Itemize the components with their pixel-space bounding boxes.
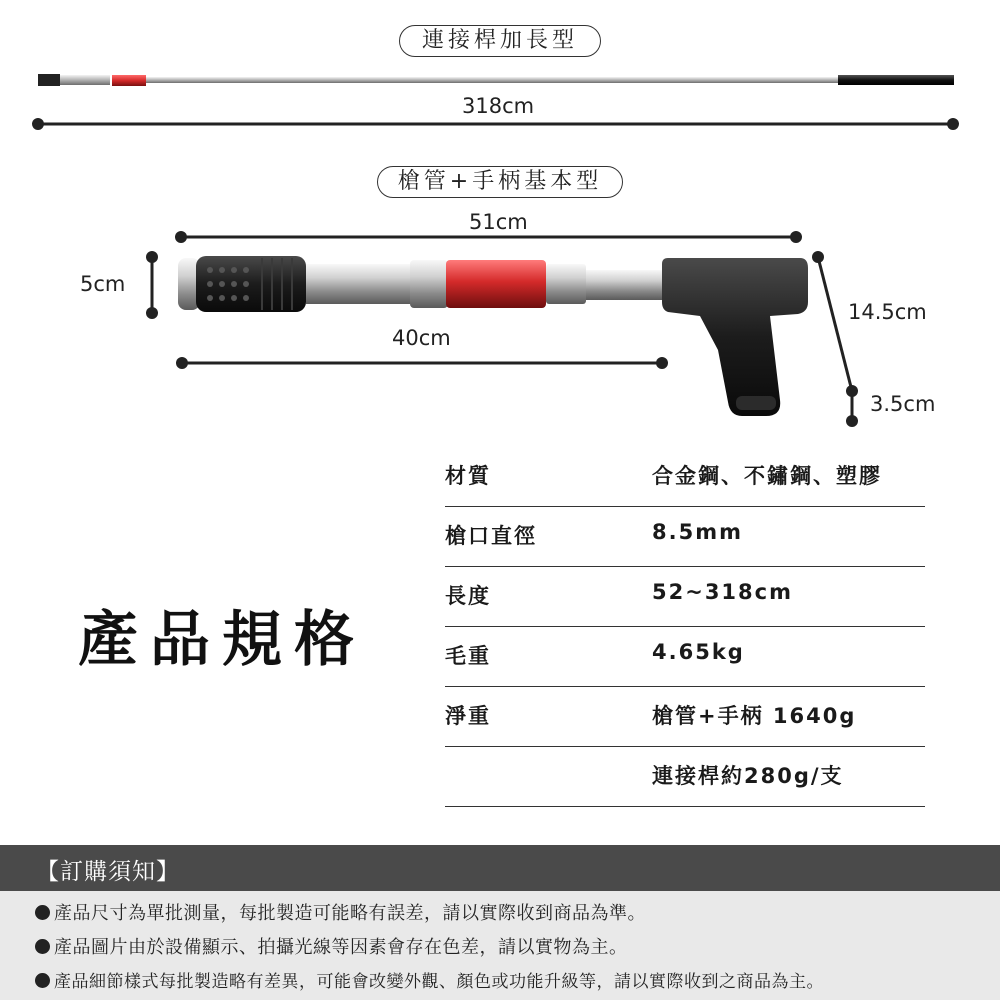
bullet-icon	[35, 939, 50, 954]
extension-length-label: 318cm	[462, 94, 535, 118]
extension-pole-label: 連接桿加長型	[399, 25, 601, 57]
spec-row-length	[445, 566, 925, 627]
basic-gun-label: 槍管+手柄基本型	[377, 166, 623, 198]
notice-title: 【訂購須知】	[36, 859, 180, 885]
spec-value: 槍管+手柄 1640g	[652, 704, 857, 728]
spec-label: 毛重	[445, 644, 491, 668]
notice-item	[35, 967, 824, 992]
spec-value: 連接桿約280g/支	[652, 764, 844, 788]
notice-item	[35, 933, 628, 959]
extension-dimension-line	[0, 112, 1000, 136]
notice-item	[35, 899, 646, 925]
spec-title: 產品規格	[78, 605, 366, 675]
spec-label: 槍口直徑	[445, 524, 537, 548]
spec-row-pole-weight	[445, 746, 925, 807]
total-length-label: 51cm	[469, 210, 528, 234]
notice-item-text: 產品細節樣式每批製造略有差異，可能會改變外觀、顏色或功能升級等，請以實際收到之商品為主。	[54, 972, 824, 992]
spec-label: 材質	[445, 464, 491, 488]
spec-value: 8.5mm	[652, 520, 743, 544]
notice-body	[0, 891, 1000, 1000]
spec-value: 合金鋼、不鏽鋼、塑膠	[652, 464, 882, 488]
spec-value: 52~318cm	[652, 580, 793, 604]
spec-row-muzzle-diameter	[445, 506, 925, 567]
spec-label: 長度	[445, 584, 491, 608]
bullet-icon	[35, 905, 50, 920]
bullet-icon	[35, 973, 50, 988]
notice-item-text: 產品圖片由於設備顯示、拍攝光線等因素會存在色差，請以實物為主。	[54, 937, 628, 958]
spec-value: 4.65kg	[652, 640, 745, 664]
spec-row-net-weight	[445, 686, 925, 747]
diameter-label: 5cm	[80, 272, 126, 296]
spec-row-gross-weight	[445, 626, 925, 687]
grip-width-label: 3.5cm	[870, 392, 936, 416]
handle-height-label: 14.5cm	[848, 300, 927, 324]
notice-item-text: 產品尺寸為單批測量，每批製造可能略有誤差，請以實際收到商品為準。	[54, 903, 646, 924]
notice-header	[0, 845, 1000, 891]
spec-label: 淨重	[445, 704, 491, 728]
barrel-length-label: 40cm	[392, 326, 451, 350]
spec-row-material	[445, 446, 925, 507]
gun-image	[170, 250, 820, 425]
